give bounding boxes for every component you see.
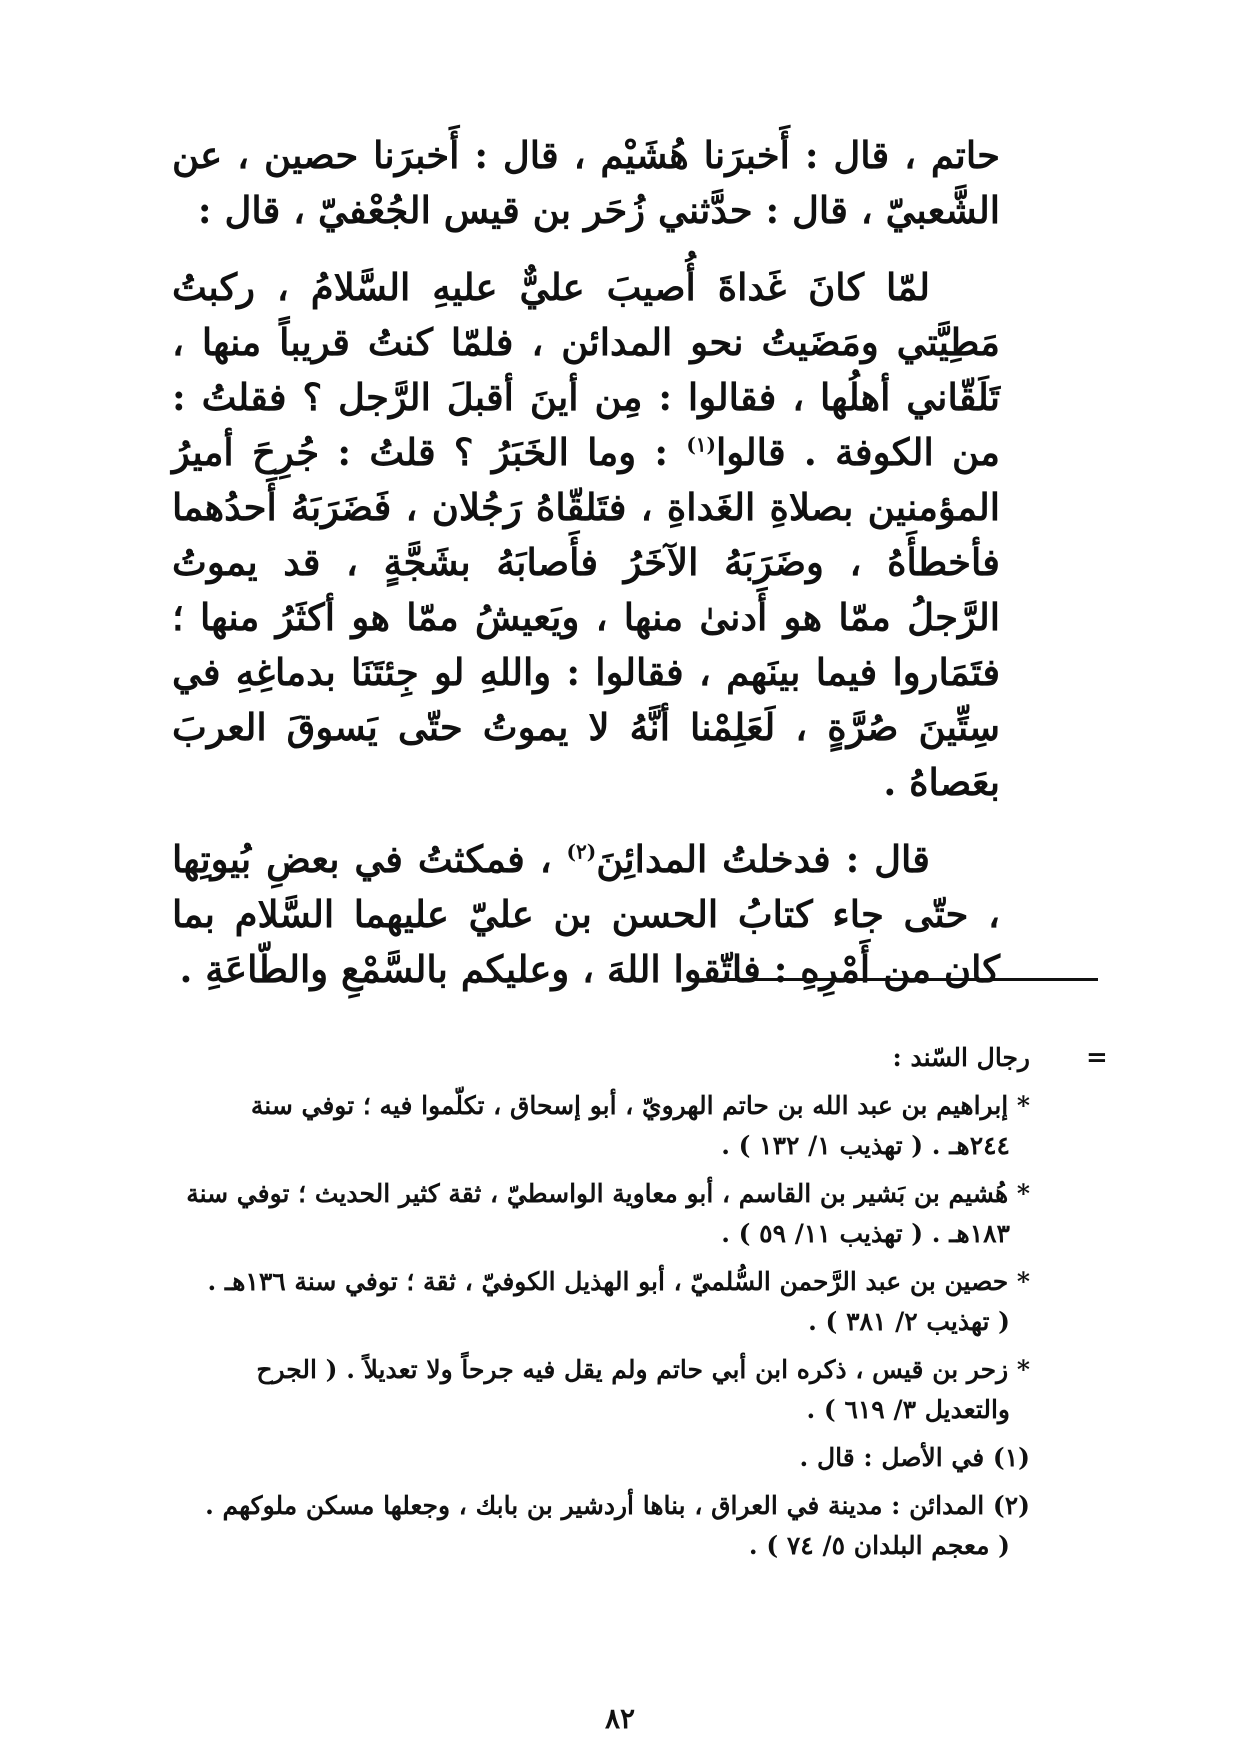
narrator-line: * زحر بن قيس ، ذكره ابن أبي حاتم ولم يقل فيه جرحاً ولا تعديلاً . ( الجرح bbox=[256, 1355, 1030, 1384]
narrator-entry bbox=[172, 1174, 1030, 1254]
footnote-ref-1[interactable]: (١) bbox=[686, 432, 717, 457]
narrator-entry bbox=[172, 1350, 1030, 1430]
footnote-2 bbox=[172, 1486, 1030, 1566]
narrator-line: * هُشيم بن بَشير بن القاسم ، أبو معاوية الواسطيّ ، ثقة كثير الحديث ؛ توفي سنة bbox=[186, 1179, 1030, 1208]
narrator-entry bbox=[172, 1086, 1030, 1166]
footnote-1: (١) في الأصل : قال . bbox=[799, 1443, 1030, 1472]
footnote-2-line: (٢) المدائن : مدينة في العراق ، بناها أردشير بن بابك ، وجعلها مسكن ملوكهم . bbox=[205, 1491, 1030, 1520]
continuation-mark: = bbox=[1086, 1043, 1108, 1073]
page-number: ٨٢ bbox=[604, 1702, 636, 1735]
footnote-separator bbox=[718, 978, 1098, 981]
madain-text-b: ، فمكثتُ في بعضِ بُيوتِها ، حتّى جاء كتابُ الحسن بن عليّ عليهما السَّلام بما كان من أَمْرِهِ : فاتّقوا اللهَ ، وعليكم بالسَّمْعِ والطّاعَةِ . bbox=[172, 837, 1000, 991]
narrator-line-cont: والتعديل ٣/ ٦١٩ ) . bbox=[806, 1395, 1010, 1424]
main-text bbox=[172, 128, 1000, 1019]
paragraph-narration bbox=[172, 260, 1000, 810]
narrator-line-cont: ١٨٣هـ . ( تهذيب ١١/ ٥٩ ) . bbox=[721, 1219, 1010, 1248]
narrator-line-cont: ( تهذيب ٢/ ٣٨١ ) . bbox=[808, 1307, 1010, 1336]
narrator-line-cont: ٢٤٤هـ . ( تهذيب ١/ ١٣٢ ) . bbox=[721, 1131, 1010, 1160]
madain-text-a: قال : فدخلتُ المدائِنَ bbox=[596, 837, 930, 881]
narrator-line: * حصين بن عبد الرَّحمن السُّلميّ ، أبو الهذيل الكوفيّ ، ثقة ؛ توفي سنة ١٣٦هـ . bbox=[207, 1267, 1030, 1296]
footnotes bbox=[172, 1038, 1030, 1574]
paragraph-isnad: حاتم ، قال : أَخبرَنا هُشَيْم ، قال : أَخبرَنا حصين ، عن الشَّعبيّ ، قال : حدَّثني زُحَر بن قيس الجُعْفيّ ، قال : bbox=[172, 133, 1000, 232]
narrator-line: * إبراهيم بن عبد الله بن حاتم الهرويّ ، أبو إسحاق ، تكلّموا فيه ؛ توفي سنة bbox=[250, 1091, 1030, 1120]
narration-text-b: : وما الخَبَرُ ؟ قلتُ : جُرِحَ أميرُ المؤمنين بصلاةِ الغَداةِ ، فتَلقّاهُ رَجُلان ، فَضَرَبَهُ أَحدُهما فأخطأَهُ ، وضَرَبَهُ الآخَرُ فأَصابَهُ بشَجَّةٍ ، قد يموتُ الرَّجلُ ممّا هو أَدنىٰ منها ، ويَعيشُ ممّا هو أكثَرُ منها ؛ فتَمَاروا فيما بينَهم ، فقالوا : واللهِ لو جِئتَنَا بدماغِهِ في سِتِّينَ صُرَّةٍ ، لَعَلِمْنا أنَّهُ لا يموتُ حتّى يَسوقَ العربَ بعَصاهُ . bbox=[172, 430, 1000, 804]
footnote-ref-2[interactable]: (٢) bbox=[566, 839, 597, 864]
narrator-entry bbox=[172, 1262, 1030, 1342]
footnote-heading: رجال السّند : bbox=[892, 1043, 1030, 1072]
narration-text-a: لمّا كانَ غَداةَ أُصيبَ عليٌّ عليهِ السَّلامُ ، ركبتُ مَطِيَّتي ومَضَيتُ نحو المدائن ، فلمّا كنتُ قريباً منها ، تَلَقّاني أهلُها ، فقالوا : مِن أينَ أقبلَ الرَّجل ؟ فقلتُ : من الكوفة . قالوا bbox=[172, 265, 1000, 474]
paragraph-madain bbox=[172, 832, 1000, 997]
footnote-2-line-cont: ( معجم البلدان ٥/ ٧٤ ) . bbox=[748, 1531, 1010, 1560]
